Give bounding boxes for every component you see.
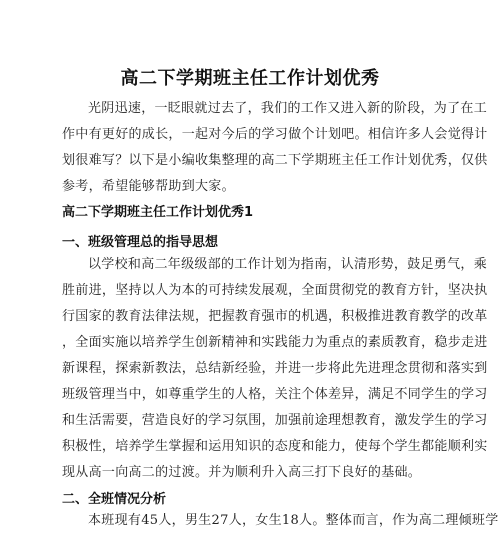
section1-line: 现从高一向高二的过渡。并为顺利升入高三打下良好的基础。 bbox=[62, 465, 422, 480]
section1-line: ，全面实施以培养学生创新精神和实践能力为重点的素质教育，稳步走进 bbox=[62, 335, 488, 350]
section1-line: 和生活需要，营造良好的学习氛围，加强前途理想教育，激发学生的学习 bbox=[62, 413, 488, 428]
intro-line: 参考，希望能够帮助到大家。 bbox=[62, 179, 235, 194]
section2-heading: 二、全班情况分析 bbox=[62, 492, 167, 507]
intro-line: 作中有更好的成长，一起对今后的学习做个计划吧。相信许多人会觉得计 bbox=[62, 127, 488, 142]
section1-line: 新课程，探索新教法，总结新经验，并进一步将此先进理念贯彻和落实到 bbox=[62, 361, 488, 376]
document-title: 高二下学期班主任工作计划优秀 bbox=[120, 68, 380, 89]
intro-line: 划很难写？以下是小编收集整理的高二下学期班主任工作计划优秀，仅供 bbox=[62, 153, 488, 168]
section-subtitle: 高二下学期班主任工作计划优秀1 bbox=[62, 205, 254, 220]
section1-line: 班级管理当中，如尊重学生的人格，关注个体差异，满足不同学生的学习 bbox=[62, 387, 488, 402]
section1-line: 胜前进，坚持以人为本的可持续发展观，全面贯彻党的教育方针，坚决执 bbox=[62, 283, 488, 298]
section1-line: 行国家的教育法律法规，把握教育强市的机遇，积极推进教育教学的改革 bbox=[62, 309, 488, 324]
intro-paragraph bbox=[62, 96, 488, 200]
section2-paragraph bbox=[62, 508, 499, 534]
intro-line: 光阴迅速，一眨眼就过去了，我们的工作又进入新的阶段，为了在工 bbox=[88, 101, 488, 116]
section2-line: 本班现有45人，男生27人，女生18人。整体而言，作为高二理倾班学 bbox=[88, 513, 499, 528]
section1-paragraph bbox=[62, 252, 488, 486]
section1-line: 以学校和高二年级级部的工作计划为指南，认清形势，鼓足勇气，乘 bbox=[88, 257, 488, 272]
section1-line: 积极性，培养学生掌握和运用知识的态度和能力，使每个学生都能顺利实 bbox=[62, 439, 488, 454]
section1-heading: 一、班级管理总的指导思想 bbox=[62, 235, 219, 250]
